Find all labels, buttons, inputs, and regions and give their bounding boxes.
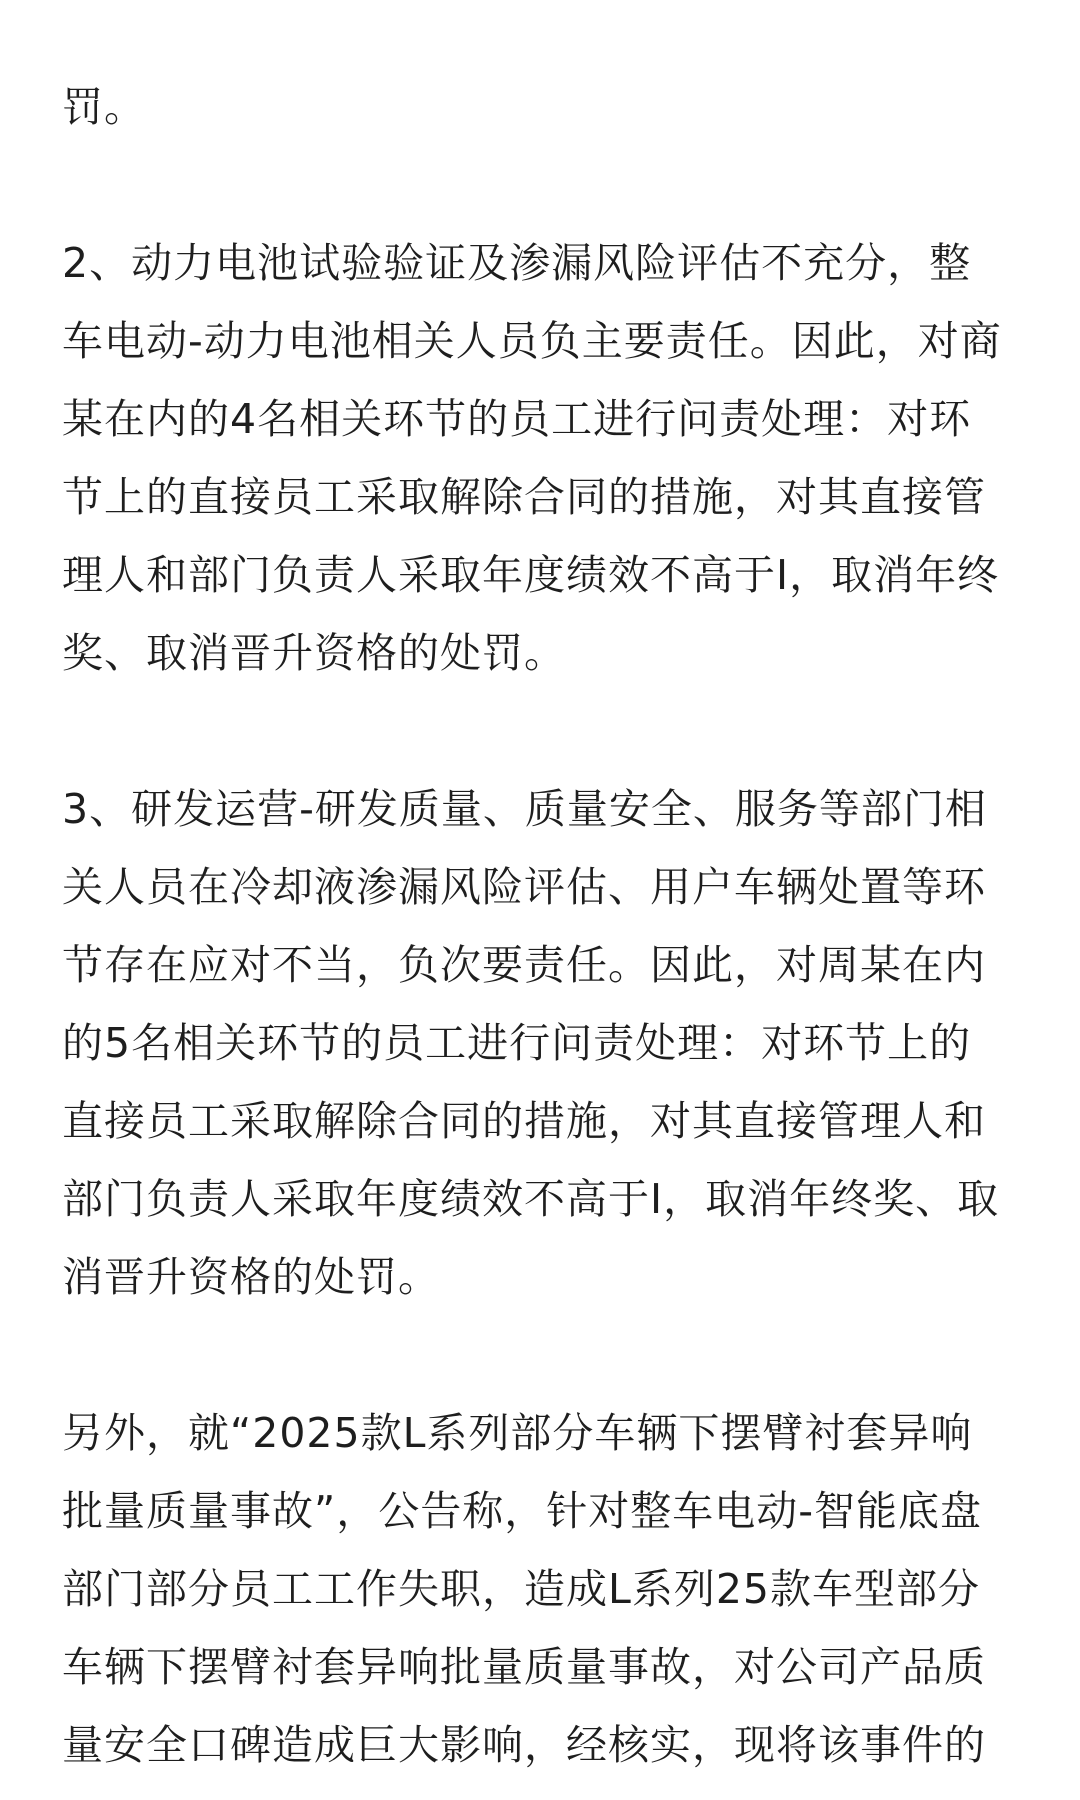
text-line: 奖、取消晋升资格的处罚。 <box>62 629 566 677</box>
text-line: 消晋升资格的处罚。 <box>62 1253 440 1301</box>
paragraph-l-series-incident <box>62 1394 1022 1784</box>
paragraph-item-3 <box>62 770 1022 1316</box>
text-line: 车电动-动力电池相关人员负主要责任。因此，对商 <box>62 317 1002 365</box>
paragraph-item-2 <box>62 224 1022 692</box>
text-line: 另外，就“2025款L系列部分车辆下摆臂衬套异响 <box>62 1409 973 1457</box>
text-line: 部门负责人采取年度绩效不高于I，取消年终奖、取 <box>62 1175 1000 1223</box>
text-line: 直接员工采取解除合同的措施，对其直接管理人和 <box>62 1097 986 1145</box>
text-line: 节存在应对不当，负次要责任。因此，对周某在内 <box>62 941 986 989</box>
article-body <box>62 68 1022 1784</box>
text-line: 批量质量事故”，公告称，针对整车电动-智能底盘 <box>62 1487 983 1535</box>
text-line: 量安全口碑造成巨大影响，经核实，现将该事件的 <box>62 1721 986 1769</box>
paragraph-gap <box>62 692 1022 770</box>
paragraph-gap <box>62 1316 1022 1394</box>
text-line: 节上的直接员工采取解除合同的措施，对其直接管 <box>62 473 986 521</box>
paragraph-penalty-tail <box>62 68 1022 146</box>
text-line: 某在内的4名相关环节的员工进行问责处理：对环 <box>62 395 972 443</box>
text-line: 部门部分员工工作失职，造成L系列25款车型部分 <box>62 1565 981 1613</box>
text-line: 2、动力电池试验验证及渗漏风险评估不充分，整 <box>62 239 972 287</box>
text-line: 关人员在冷却液渗漏风险评估、用户车辆处置等环 <box>62 863 986 911</box>
text-line: 罚。 <box>62 83 146 131</box>
paragraph-gap <box>62 146 1022 224</box>
text-line: 3、研发运营-研发质量、质量安全、服务等部门相 <box>62 785 987 833</box>
text-line: 车辆下摆臂衬套异响批量质量事故，对公司产品质 <box>62 1643 986 1691</box>
text-line: 理人和部门负责人采取年度绩效不高于I，取消年终 <box>62 551 1000 599</box>
text-line: 的5名相关环节的员工进行问责处理：对环节上的 <box>62 1019 972 1067</box>
